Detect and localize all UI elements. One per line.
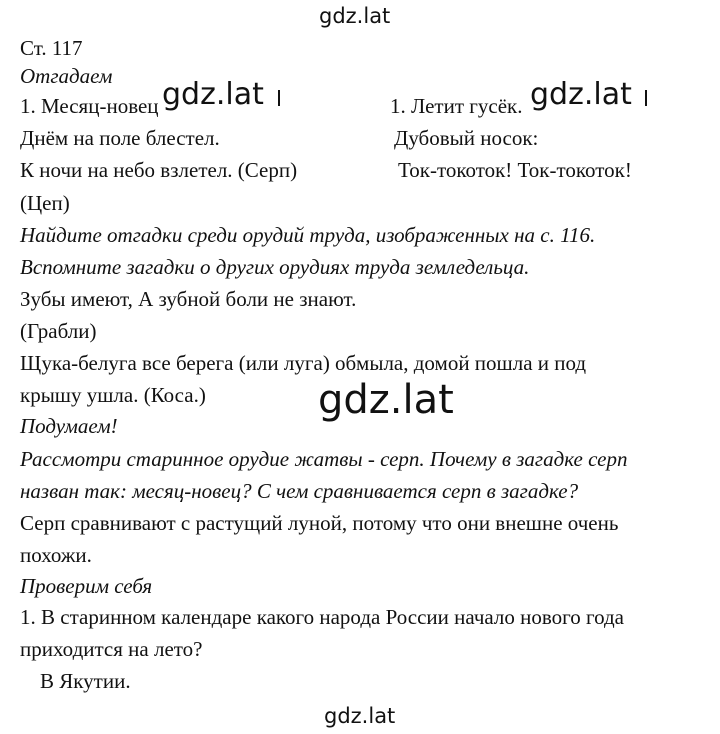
riddle-scythe-line2: крышу ушла. (Коса.): [20, 383, 206, 407]
riddle2-line1: 1. Летит гусёк.: [390, 94, 523, 118]
riddle2-line3: Ток-токоток! Ток-токоток!: [398, 158, 632, 182]
question-calendar-line2: приходится на лето?: [20, 637, 203, 661]
riddle2-line2: Дубовый носок:: [394, 126, 539, 150]
riddle1-line2: Днём на поле блестел.: [20, 126, 220, 150]
riddle-rake-line2: (Грабли): [20, 319, 97, 343]
section-heading-check: Проверим себя: [20, 574, 153, 598]
watermark-center: gdz.lat: [318, 377, 454, 423]
watermark-bottom: gdz.lat: [324, 704, 396, 728]
task-sickle-line2: назван так: месяц-новец? С чем сравнивается серп в загадке?: [20, 479, 579, 503]
question-calendar-line1: 1. В старинном календаре какого народа России начало нового года: [20, 605, 624, 629]
riddle2-answer: (Цеп): [20, 191, 70, 215]
page-reference: Ст. 117: [20, 36, 83, 60]
section-heading-guess: Отгадаем: [20, 64, 113, 88]
watermark-cursor-bar: [278, 90, 280, 106]
riddle-rake-line1: Зубы имеют, А зубной боли не знают.: [20, 287, 357, 311]
riddle-scythe-line1: Щука-белуга все берега (или луга) обмыла, домой пошла и под: [20, 351, 587, 375]
answer-calendar: В Якутии.: [40, 669, 131, 693]
task-sickle-line1: Рассмотри старинное орудие жатвы - серп. Почему в загадке серп: [20, 447, 628, 471]
riddle1-line1: 1. Месяц-новец: [20, 94, 159, 118]
watermark-right-inline: gdz.lat: [530, 80, 636, 110]
answer-sickle-line2: похожи.: [20, 543, 92, 567]
watermark-top: gdz.lat: [319, 4, 391, 28]
watermark-cursor-bar: [645, 90, 647, 106]
watermark-left-inline: gdz.lat: [162, 80, 268, 110]
task-remember-riddles: Вспомните загадки о других орудиях труда земледельца.: [20, 255, 530, 279]
task-find-answers: Найдите отгадки среди орудий труда, изображенных на с. 116.: [20, 223, 596, 247]
riddle1-line3: К ночи на небо взлетел. (Серп): [20, 158, 298, 182]
answer-sickle-line1: Серп сравнивают с растущий луной, потому что они внешне очень: [20, 511, 619, 535]
section-heading-think: Подумаем!: [20, 414, 118, 438]
